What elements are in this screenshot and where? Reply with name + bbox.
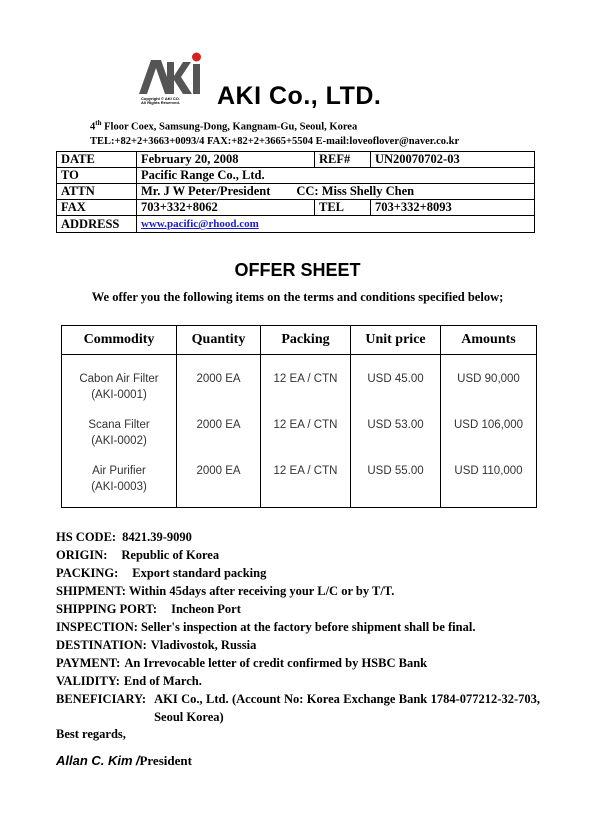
to-row	[57, 168, 535, 184]
date-value: February 20, 2008	[137, 152, 315, 168]
address-row	[57, 216, 535, 233]
date-row	[57, 152, 535, 168]
item-unit-price: USD 45.00	[367, 373, 424, 385]
logo-copyright	[141, 97, 180, 105]
term-shipping-port: SHIPPING PORT: Incheon Port	[56, 602, 241, 616]
ref-value: UN20070702-03	[371, 152, 535, 168]
col-unit-price: Unit price	[351, 326, 441, 355]
tel-label: TEL	[315, 200, 371, 216]
signer-name: Allan C. Kim	[56, 753, 133, 768]
item-commodity: Scana Filter (AKI-0002)	[88, 419, 150, 447]
address-label: ADDRESS	[57, 216, 137, 233]
item-unit-price: USD 55.00	[367, 465, 424, 477]
amount-cell	[441, 355, 537, 508]
terms-section	[56, 528, 540, 726]
item-unit-price: USD 53.00	[367, 419, 424, 431]
term-hs-code: HS CODE: 8421.39-9090	[56, 530, 192, 544]
attn-name: Mr. J W Peter/President	[141, 184, 271, 198]
term-inspection: INSPECTION: Seller's inspection at the factory before shipment shall be final.	[56, 620, 476, 634]
logo-copyright-line: Copyright © AKI CO.	[141, 96, 181, 101]
item-commodity: Air Purifier (AKI-0003)	[91, 465, 147, 493]
tel-value: 703+332+8093	[371, 200, 535, 216]
signer-title: President	[139, 753, 192, 768]
term-packing: PACKING: Export standard packing	[56, 566, 267, 580]
closing-regards: Best regards,	[56, 727, 126, 741]
items-body-row	[62, 355, 537, 508]
header-table	[56, 151, 535, 233]
col-packing: Packing	[261, 326, 351, 355]
ref-label: REF#	[315, 152, 371, 168]
packing-cell	[261, 355, 351, 508]
item-packing: 12 EA / CTN	[273, 465, 338, 477]
offer-intro: We offer you the following items on the terms and conditions specified below;	[91, 290, 504, 304]
item-packing: 12 EA / CTN	[273, 373, 338, 385]
col-amounts: Amounts	[441, 326, 537, 355]
col-commodity: Commodity	[62, 326, 177, 355]
item-amount: USD 110,000	[454, 465, 523, 477]
fax-value: 703+332+8062	[137, 200, 315, 216]
quantity-cell	[177, 355, 261, 508]
address-value	[137, 216, 535, 233]
signature	[56, 753, 192, 769]
address-link[interactable]: www.pacific@rhood.com	[141, 218, 259, 230]
item-commodity: Cabon Air Filter (AKI-0001)	[79, 373, 159, 401]
attn-row	[57, 184, 535, 200]
items-table	[61, 325, 537, 508]
item-amount: USD 90,000	[457, 373, 520, 385]
to-label: TO	[57, 168, 137, 184]
commodity-cell	[62, 355, 177, 508]
item-quantity: 2000 EA	[196, 465, 241, 477]
fax-row	[57, 200, 535, 216]
attn-label: ATTN	[57, 184, 137, 200]
fax-label: FAX	[57, 200, 137, 216]
unit-price-cell	[351, 355, 441, 508]
company-name: AKI Co., LTD.	[217, 82, 382, 110]
term-payment: PAYMENT: An Irrevocable letter of credit confirmed by HSBC Bank	[56, 656, 428, 670]
item-packing: 12 EA / CTN	[273, 419, 338, 431]
term-beneficiary: BENEFICIARY: AKI Co., Ltd. (Account No: Korea Exchange Bank 1784-077212-32-703, Seoul Korea)	[56, 692, 540, 724]
attn-value	[137, 184, 535, 200]
logo-copyright-line: All Rights Reserved.	[141, 100, 180, 105]
term-validity: VALIDITY: End of March.	[56, 674, 202, 688]
offer-title: OFFER SHEET	[234, 260, 361, 280]
cc-value: CC: Miss Shelly Chen	[296, 184, 415, 198]
term-origin: ORIGIN: Republic of Korea	[56, 548, 220, 562]
col-quantity: Quantity	[177, 326, 261, 355]
company-address: 4th Floor Coex, Samsung-Dong, Kangnam-Gu, Seoul, Korea	[90, 119, 358, 133]
signature-slash: /	[135, 753, 140, 768]
company-contact: TEL:+82+2+3663+0093/4 FAX:+82+2+3665+5504 E-mail:loveoflover@naver.co.kr	[90, 136, 460, 147]
date-label: DATE	[57, 152, 137, 168]
term-destination: DESTINATION: Vladivostok, Russia	[56, 638, 257, 652]
to-value: Pacific Range Co., Ltd.	[137, 168, 535, 184]
item-amount: USD 106,000	[453, 419, 524, 431]
item-quantity: 2000 EA	[196, 373, 241, 385]
item-quantity: 2000 EA	[196, 419, 241, 431]
term-shipment: SHIPMENT: Within 45days after receiving your L/C or by T/T.	[56, 584, 395, 598]
items-header-row	[62, 326, 537, 355]
